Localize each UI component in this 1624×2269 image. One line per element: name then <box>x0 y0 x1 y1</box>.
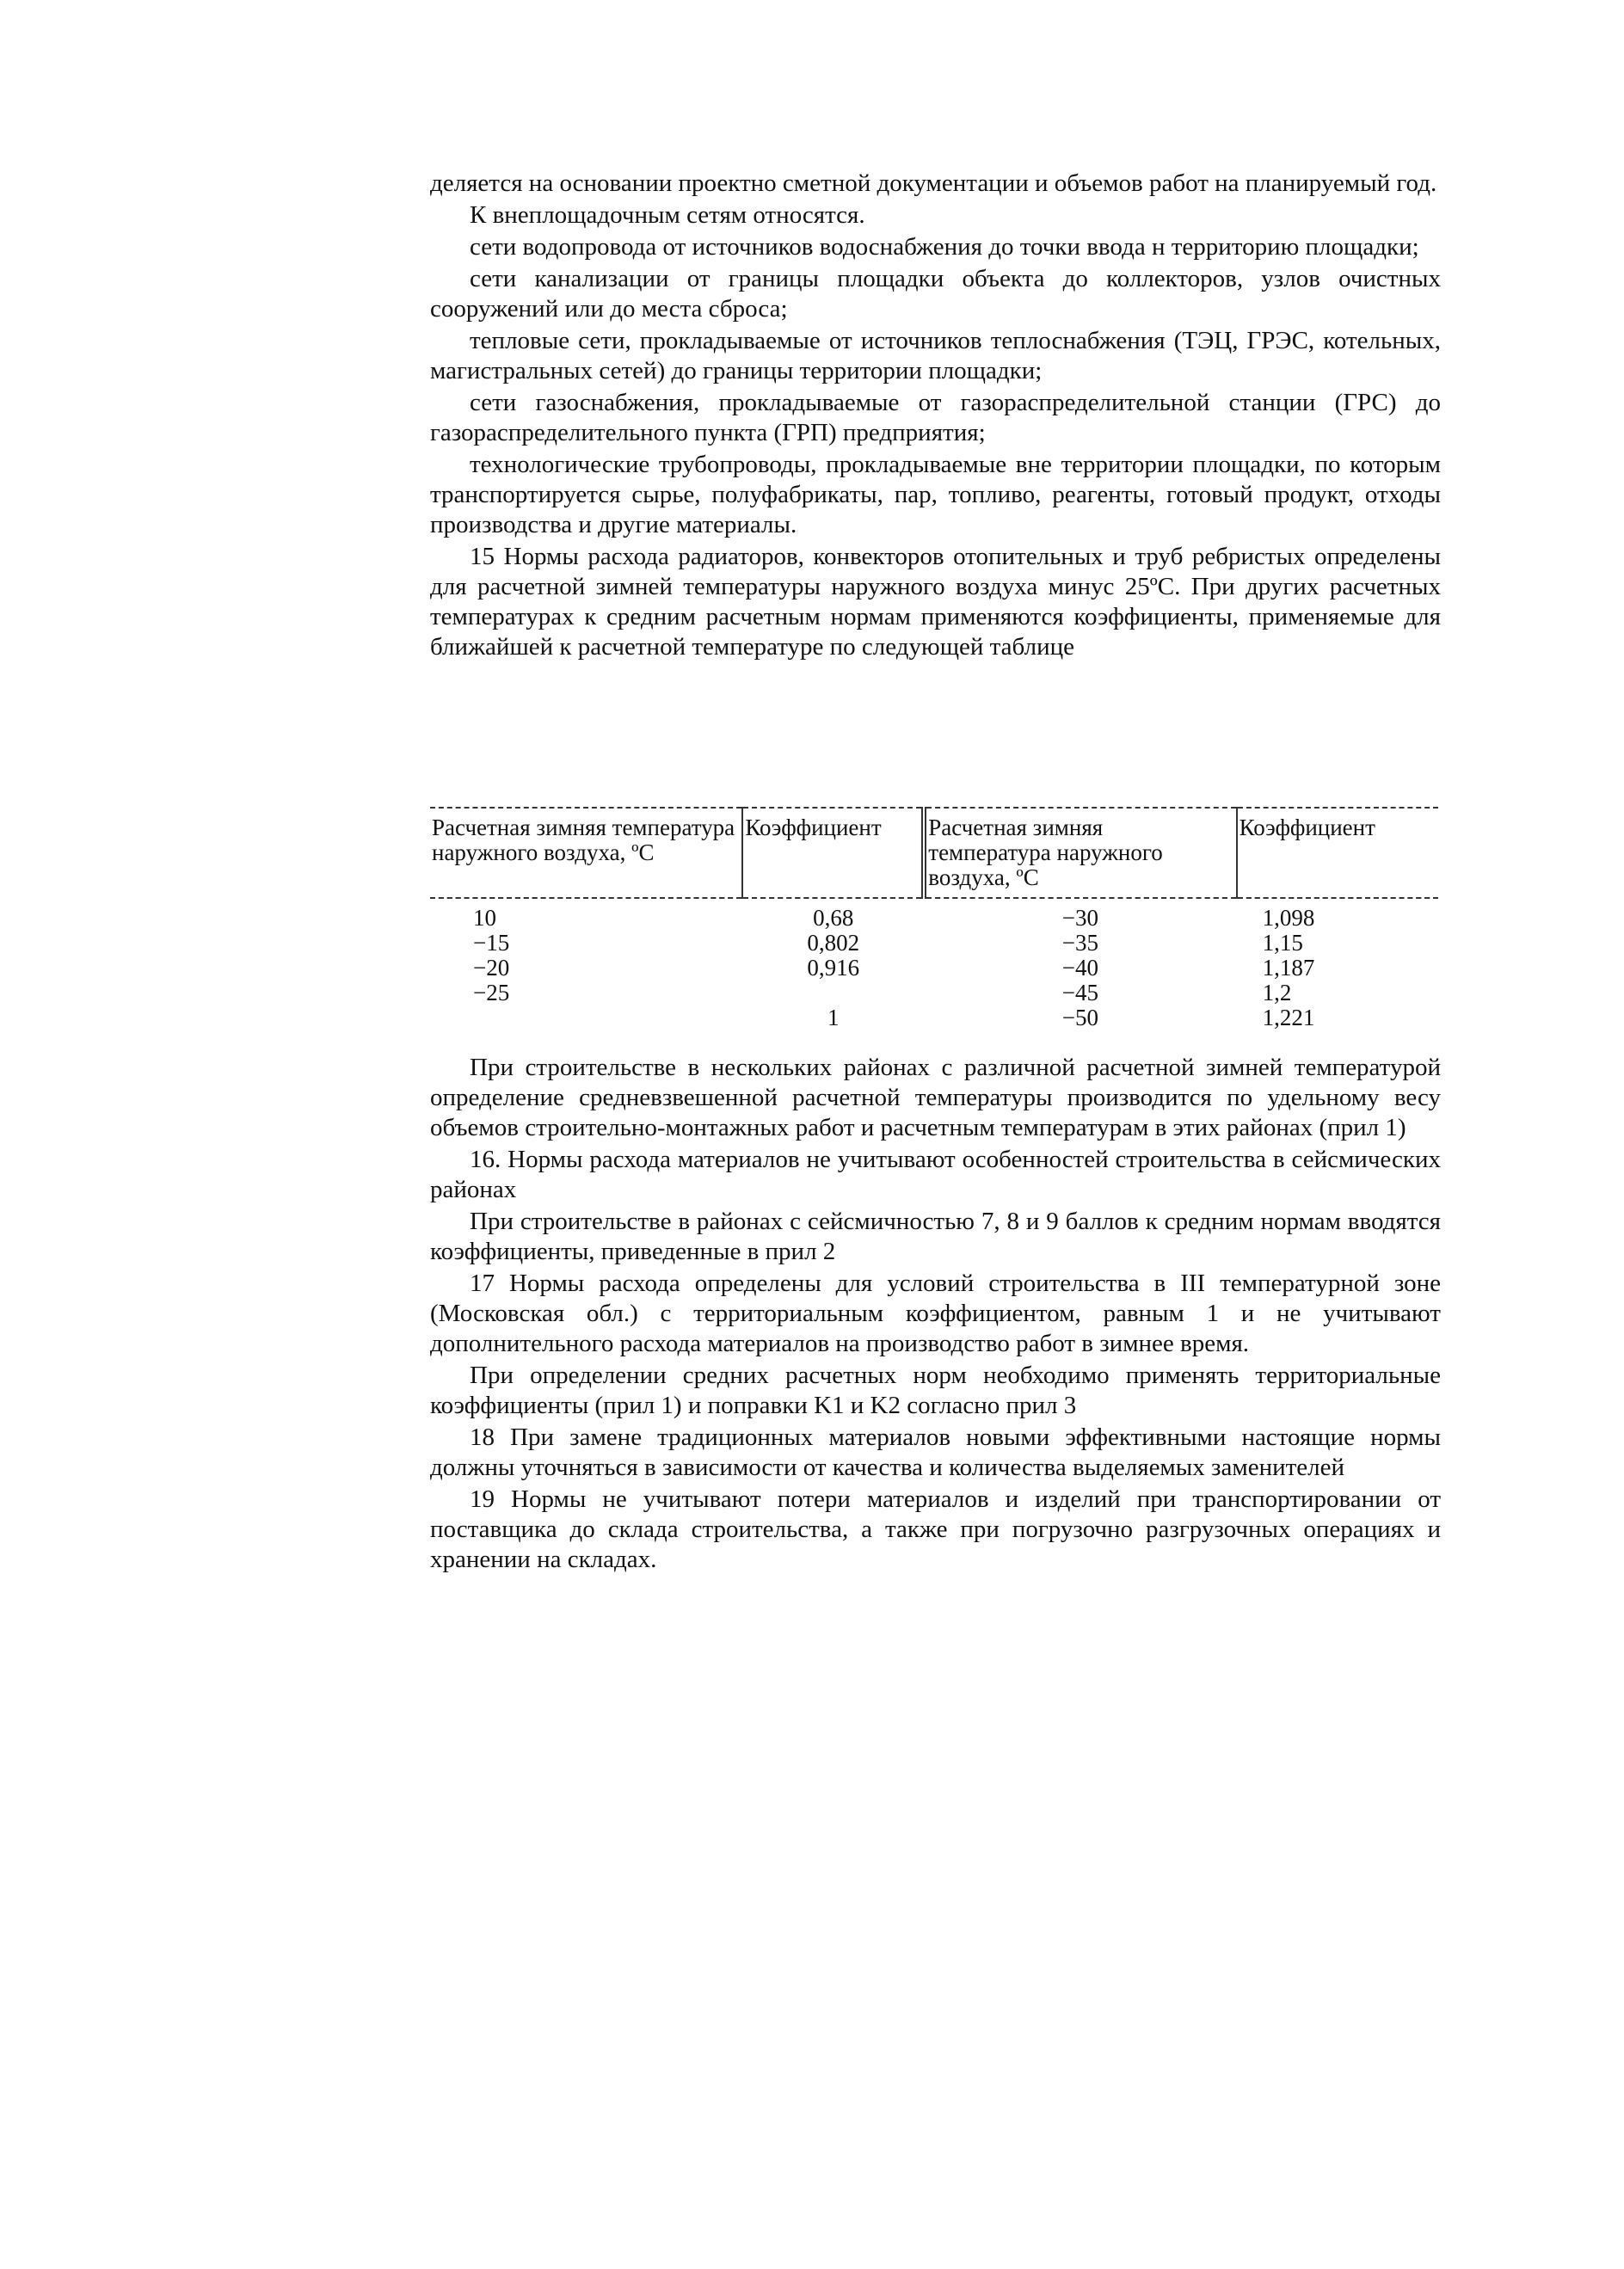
paragraph-13: 18 При замене традиционных материалов новыми эффективными настоящие нормы должны уточняться в зависимости от качества и количества выделяемых заменителей <box>430 1424 1441 1481</box>
table-cell: 1,15 <box>1262 930 1303 956</box>
table-cell <box>742 981 924 1005</box>
table-cell: 10 <box>473 905 496 931</box>
text-block-top <box>430 169 1441 662</box>
paragraph-3: сети канализации от границы площадки объекта до коллекторов, узлов очистных сооружений или до места сброса; <box>430 265 1441 323</box>
table-row <box>430 898 1438 931</box>
table-cell: 1 <box>827 1005 840 1030</box>
paragraph-1: К внеплощадочным сетям относятся. <box>470 201 865 229</box>
paragraph-5: сети газоснабжения, прокладываемые от газораспределительной станции (ГРС) до газораспределительного пункта (ГРП) предприятия; <box>430 389 1441 446</box>
table-row <box>430 931 1438 956</box>
table-cell: −40 <box>1061 955 1099 981</box>
paragraph-6: технологические трубопроводы, прокладываемые вне территории площадки, по которым транспортируется сырье, полуфабрикаты, пар, топливо, реагенты, готовый продукт, отходы производства и другие материалы. <box>430 451 1441 538</box>
header-coefficient-2: Коэффициент <box>1237 808 1438 898</box>
table-cell: 1,2 <box>1262 980 1292 1005</box>
table-cell: −15 <box>473 930 510 956</box>
table-row <box>430 956 1438 981</box>
table-cell: 0,802 <box>807 930 860 956</box>
paragraph-8: При строительстве в нескольких районах с различной расчетной зимней температурой определение средневзвешенной расчетной температуры производится по удельному весу объемов строительно-монтажных работ и расчетным температурам в этих районах (прил 1) <box>430 1054 1441 1141</box>
table-cell: 1,187 <box>1262 955 1315 981</box>
table-row <box>430 981 1438 1005</box>
header-temperature-1: Расчетная зимняя температура наружного воздуха, ºС <box>430 808 742 898</box>
paragraph-10: При строительстве в районах с сейсмичностью 7, 8 и 9 баллов к средним нормам вводятся коэффициенты, приведенные в прил 2 <box>430 1208 1441 1265</box>
coefficient-table <box>430 807 1438 1030</box>
table-cell: −25 <box>473 980 510 1005</box>
table-cell: −50 <box>1061 1005 1099 1030</box>
table-cell: −20 <box>473 955 510 981</box>
table-cell: −30 <box>1061 905 1099 931</box>
paragraph-7: 15 Нормы расхода радиаторов, конвекторов отопительных и труб ребристых определены для расчетной зимней температуры наружного воздуха минус 25ºС. При других расчетных температурах к средним расчетным нормам применяются коэффициенты, применяемые для ближайшей к расчетной температуре по следующей таблице <box>430 543 1441 661</box>
table-cell <box>430 1005 742 1030</box>
table-cell: 1,221 <box>1262 1005 1315 1030</box>
table-cell: −45 <box>1061 980 1099 1005</box>
table-row <box>430 1005 1438 1030</box>
table-cell: 1,098 <box>1262 905 1315 931</box>
paragraph-12: При определении средних расчетных норм необходимо применять территориальные коэффициенты (прил 1) и поправки K1 и K2 согласно прил 3 <box>430 1362 1441 1419</box>
paragraph-11: 17 Нормы расхода определены для условий строительства в III температурной зоне (Московская обл.) с территориальным коэффициентом, равным 1 и не учитывают дополнительного расхода материалов на производство работ в зимнее время. <box>430 1270 1441 1357</box>
paragraph-4: тепловые сети, прокладываемые от источников теплоснабжения (ТЭЦ, ГРЭС, котельных, магистральных сетей) до границы территории площадки; <box>430 327 1441 384</box>
table-header-row <box>430 808 1438 898</box>
table-cell: 0,916 <box>807 955 860 981</box>
paragraph-0: деляется на основании проектно сметной документации и объемов работ на планируемый год. <box>430 169 1437 197</box>
table-cell: 0,68 <box>813 905 854 931</box>
table-cell: −35 <box>1061 930 1099 956</box>
text-block-bottom <box>430 1053 1441 1575</box>
header-coefficient-1: Коэффициент <box>742 808 924 898</box>
paragraph-9: 16. Нормы расхода материалов не учитывают особенностей строительства в сейсмических районах <box>430 1146 1441 1203</box>
header-temperature-2: Расчетная зимняя температура наружного воздуха, ºС <box>924 808 1236 898</box>
paragraph-14: 19 Нормы не учитывают потери материалов и изделий при транспортировании от поставщика до склада строительства, а также при погрузочно разгрузочных операциях и хранении на складах. <box>430 1485 1441 1573</box>
paragraph-2: сети водопровода от источников водоснабжения до точки ввода н территорию площадки; <box>470 233 1419 261</box>
